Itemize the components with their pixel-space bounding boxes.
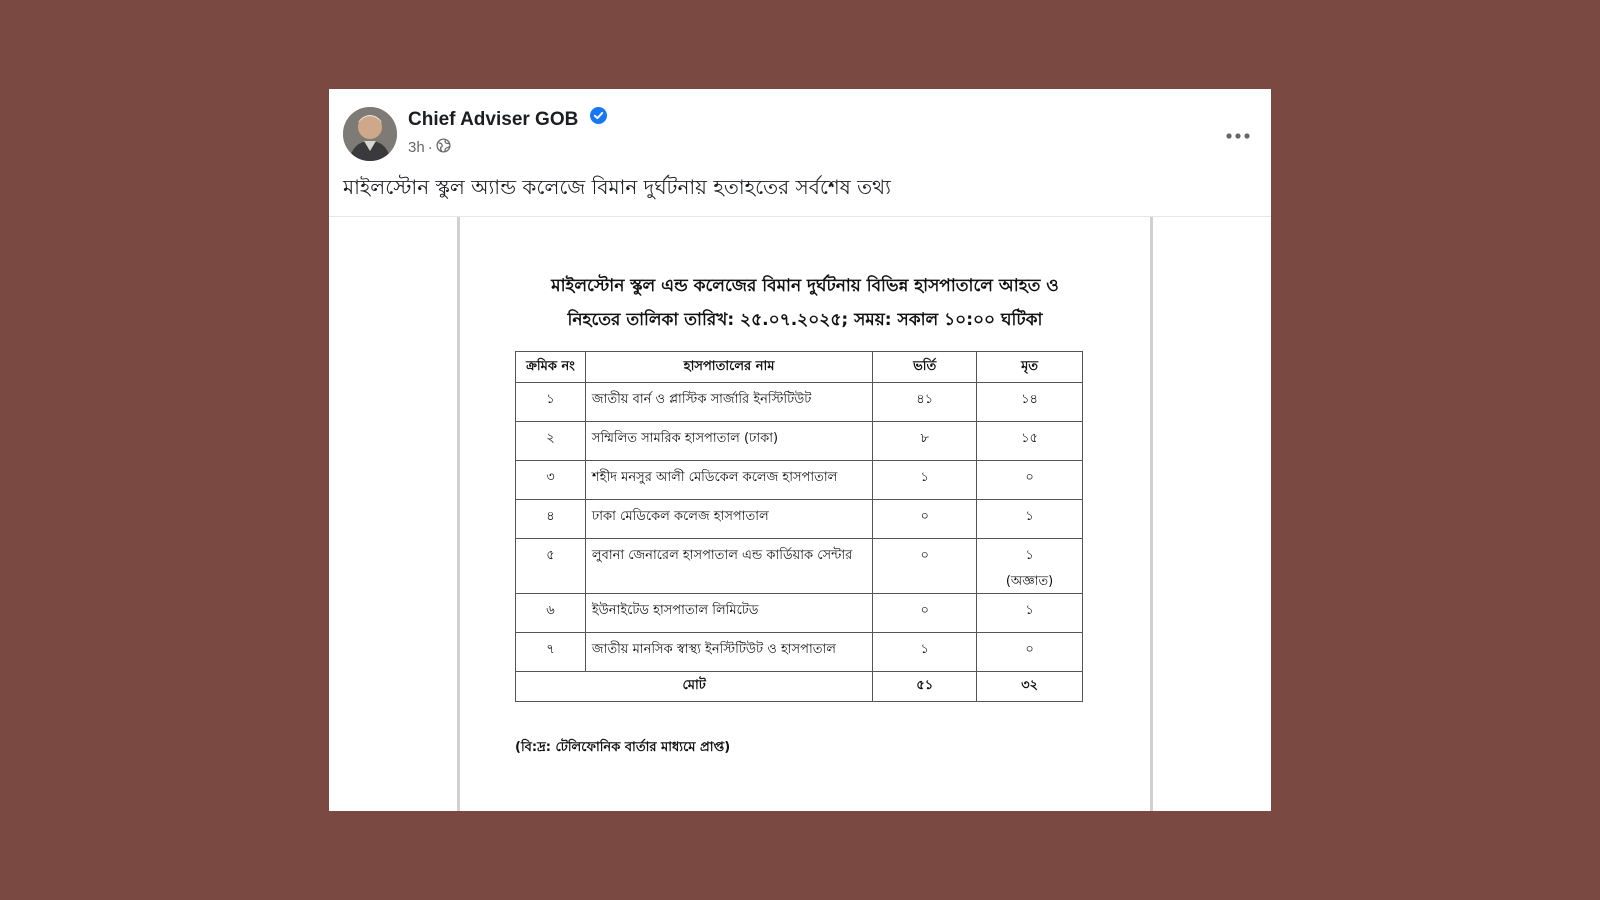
table-row bbox=[516, 594, 1083, 633]
dead-count: ১ bbox=[1025, 548, 1034, 563]
more-options-icon[interactable] bbox=[1225, 125, 1251, 144]
admitted-cell: ০ bbox=[873, 594, 977, 633]
column-header-serial: ক্রমিক নং bbox=[516, 352, 586, 383]
total-admitted-cell: ৫১ bbox=[873, 672, 977, 702]
serial-cell: ৩ bbox=[516, 461, 586, 500]
post-header bbox=[329, 89, 1271, 217]
hospital-name-cell: লুবানা জেনারেল হাসপাতাল এন্ড কার্ডিয়াক সেন্টার bbox=[585, 539, 872, 594]
total-dead-cell: ৩২ bbox=[977, 672, 1083, 702]
table-total-row bbox=[516, 672, 1083, 702]
column-header-hospital: হাসপাতালের নাম bbox=[585, 352, 872, 383]
serial-cell: ৬ bbox=[516, 594, 586, 633]
dead-cell: ১ bbox=[977, 594, 1083, 633]
dead-cell: ১ bbox=[977, 500, 1083, 539]
verified-badge-icon bbox=[590, 107, 607, 130]
dead-cell: ১৫ bbox=[977, 422, 1083, 461]
hospital-name-cell: ইউনাইটেড হাসপাতাল লিমিটেড bbox=[585, 594, 872, 633]
admitted-cell: ১ bbox=[873, 633, 977, 672]
admitted-cell: ১ bbox=[873, 461, 977, 500]
hospital-name-cell: সম্মিলিত সামরিক হাসপাতাল (ঢাকা) bbox=[585, 422, 872, 461]
admitted-cell: ০ bbox=[873, 500, 977, 539]
meta-separator: · bbox=[427, 139, 433, 156]
serial-cell: ৪ bbox=[516, 500, 586, 539]
total-label-cell: মোট bbox=[516, 672, 873, 702]
casualty-table bbox=[515, 351, 1083, 702]
serial-cell: ৫ bbox=[516, 539, 586, 594]
table-row bbox=[516, 422, 1083, 461]
facebook-post-card bbox=[329, 89, 1271, 811]
table-row bbox=[516, 633, 1083, 672]
serial-cell: ৭ bbox=[516, 633, 586, 672]
table-row bbox=[516, 383, 1083, 422]
globe-icon[interactable] bbox=[436, 138, 451, 157]
table-row bbox=[516, 539, 1083, 594]
document-footnote: (বি:দ্র: টেলিফোনিক বার্তার মাধ্যমে প্রাপ্ত) bbox=[515, 740, 731, 755]
admitted-cell: ০ bbox=[873, 539, 977, 594]
dead-note: (অজ্ঞাত) bbox=[1005, 574, 1054, 589]
post-timestamp[interactable]: 3h bbox=[408, 139, 425, 156]
table-row bbox=[516, 461, 1083, 500]
admitted-cell: ৪১ bbox=[873, 383, 977, 422]
dead-cell: ০ bbox=[977, 633, 1083, 672]
document-title-line1: মাইলস্টোন স্কুল এন্ড কলেজের বিমান দুর্ঘটনায় বিভিন্ন হাসপাতালে আহত ও bbox=[551, 276, 1059, 296]
hospital-name-cell: শহীদ মনসুর আলী মেডিকেল কলেজ হাসপাতাল bbox=[585, 461, 872, 500]
post-text: মাইলস্টোন স্কুল অ্যান্ড কলেজে বিমান দুর্ঘটনায় হতাহতের সর্বশেষ তথ্য bbox=[343, 175, 891, 199]
serial-cell: ১ bbox=[516, 383, 586, 422]
dead-cell: ১৪ bbox=[977, 383, 1083, 422]
column-header-dead: মৃত bbox=[977, 352, 1083, 383]
table-row bbox=[516, 500, 1083, 539]
table-header-row bbox=[516, 352, 1083, 383]
column-header-admitted: ভর্তি bbox=[873, 352, 977, 383]
avatar[interactable] bbox=[343, 107, 397, 161]
post-meta bbox=[408, 139, 451, 157]
author-name[interactable] bbox=[408, 109, 607, 131]
hospital-name-cell: জাতীয় বার্ন ও প্লাস্টিক সার্জারি ইনস্টিটিউট bbox=[585, 383, 872, 422]
dead-cell bbox=[977, 539, 1083, 594]
admitted-cell: ৮ bbox=[873, 422, 977, 461]
document-title-line2: নিহতের তালিকা তারিখ: ২৫.০৭.২০২৫; সময়: সকাল ১০:০০ ঘটিকা bbox=[567, 310, 1043, 330]
dead-cell: ০ bbox=[977, 461, 1083, 500]
document-page bbox=[457, 217, 1153, 811]
hospital-name-cell: ঢাকা মেডিকেল কলেজ হাসপাতাল bbox=[585, 500, 872, 539]
author-name-text[interactable]: Chief Adviser GOB bbox=[408, 109, 579, 130]
post-image[interactable] bbox=[329, 217, 1271, 811]
hospital-name-cell: জাতীয় মানসিক স্বাস্থ্য ইনস্টিটিউট ও হাসপাতাল bbox=[585, 633, 872, 672]
serial-cell: ২ bbox=[516, 422, 586, 461]
